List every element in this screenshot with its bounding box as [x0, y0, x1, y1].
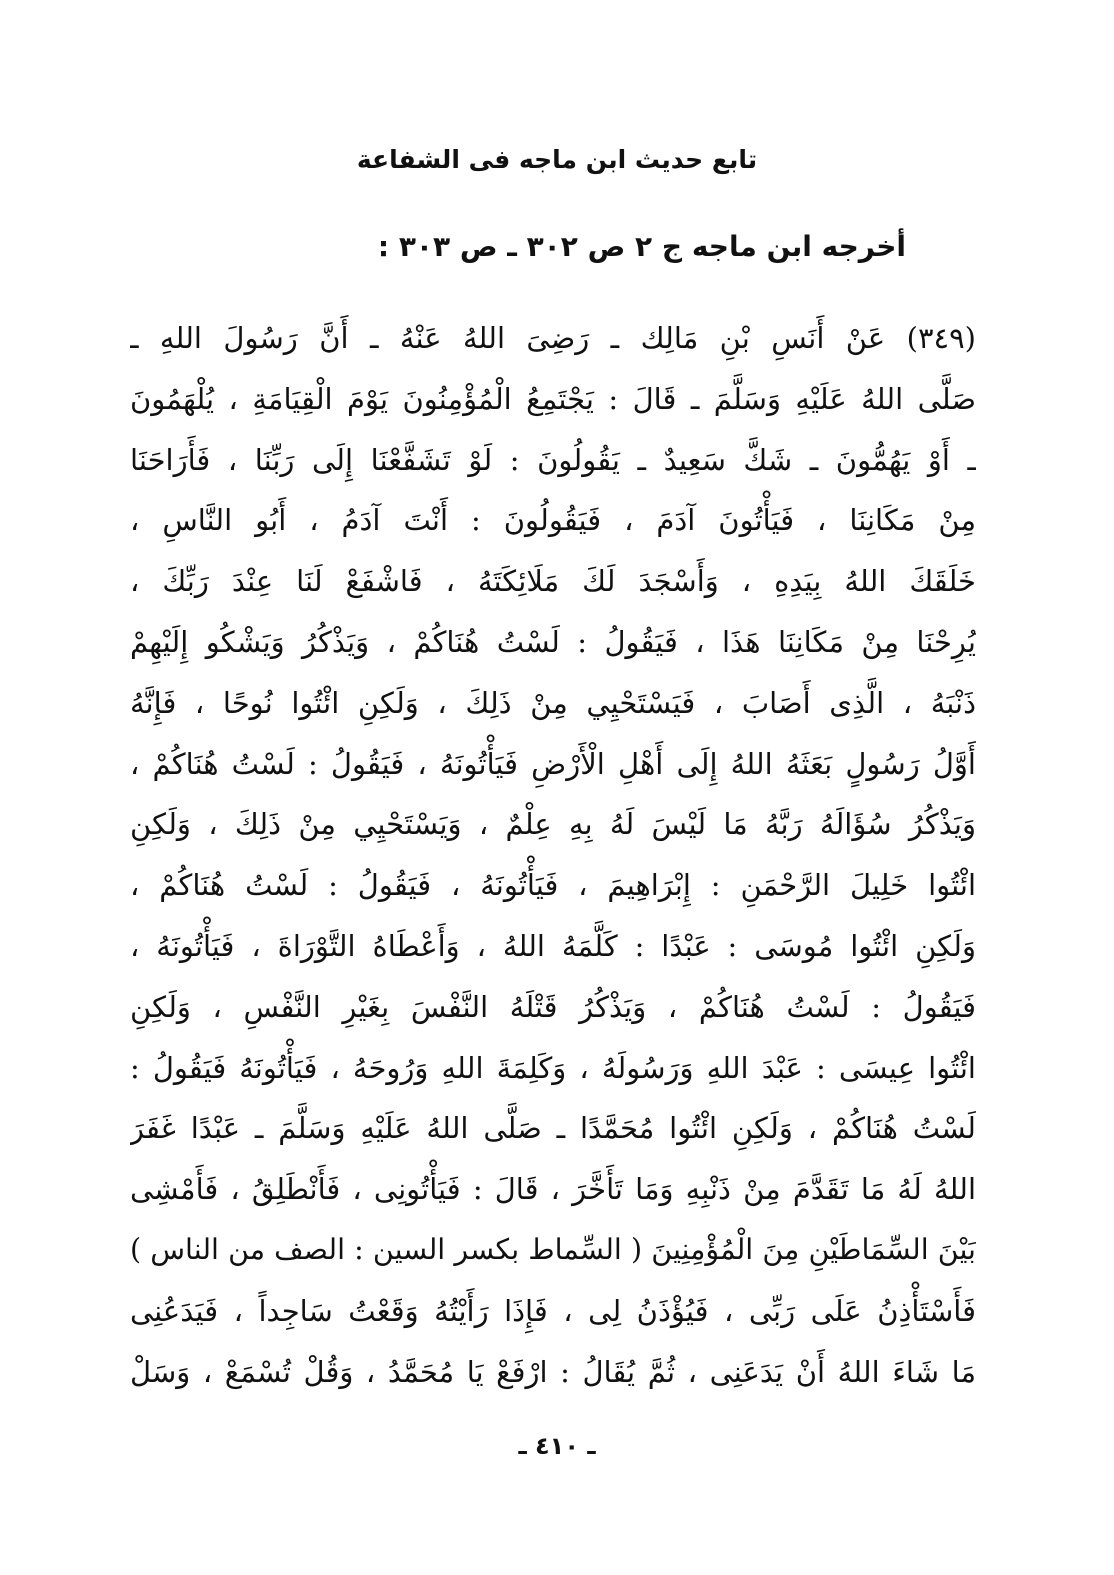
text-line: (٣٤٩) عَنْ أَنَسِ بْنِ مَالِك ـ رَضِىَ اللهُ عَنْهُ ـ أَنَّ رَسُولَ اللهِ ـ	[130, 321, 976, 355]
text-line: خَلَقَكَ اللهُ بِيَدِهِ ، وَأَسْجَدَ لَكَ مَلَائِكَتَهُ ، فَاشْفَعْ لَنَا عِنْدَ رَبِّكَ ،	[130, 564, 976, 599]
text-line: فَأَسْتَأْذِنُ عَلَى رَبِّى ، فَيُؤْذَنُ لِى ، فَإِذَا رَأَيْتُهُ وَقَعْتُ سَاجِداً ، فَيَدَعُنِى	[130, 1293, 976, 1328]
text-line: ـ أَوْ يَهُمُّونَ ـ شَكَّ سَعِيدٌ ـ يَقُولُونَ : لَوْ تَشَفَّعْنَا إِلَى رَبِّنَا ، فَأَرَاحَنَا	[130, 442, 976, 477]
text-line: ذَنْبَهُ ، الَّذِى أَصَابَ ، فَيَسْتَحْيِي مِنْ ذَلِكَ ، وَلَكِنِ ائْتُوا نُوحًا ، فَإِنَّهُ	[130, 685, 976, 720]
text-line: ائْتُوا خَلِيلَ الرَّحْمَنِ : إِبْرَاهِيمَ ، فَيَأْتُونَهُ ، فَيَقُولُ : لَسْتُ هُنَاكُمْ ،	[130, 868, 976, 903]
text-line: مَا شَاءَ اللهُ أَنْ يَدَعَنِى ، ثُمَّ يُقَالُ : ارْفَعْ يَا مُحَمَّدُ ، وَقُلْ تُسْمَعْ ، وَسَلْ	[130, 1354, 976, 1389]
page-title: تابع حديث ابن ماجه فى الشفاعة	[356, 145, 758, 174]
source-reference: أخرجه ابن ماجه ج ٢ ص ٣٠٢ ـ ص ٣٠٣ :	[377, 230, 906, 263]
text-line: ائْتُوا عِيسَى : عَبْدَ اللهِ وَرَسُولَهُ ، وَكَلِمَةَ اللهِ وَرُوحَهُ ، فَيَأْتُونَهُ فَيَقُولُ :	[130, 1050, 976, 1085]
hadith-text	[130, 308, 976, 1402]
text-line: صَلَّى اللهُ عَلَيْهِ وَسَلَّمَ ـ قَالَ : يَجْتَمِعُ الْمُؤْمِنُونَ يَوْمَ الْقِيَامَةِ ، يُلْهَمُونَ	[130, 381, 976, 416]
text-line: اللهُ لَهُ مَا تَقَدَّمَ مِنْ ذَنْبِهِ وَمَا تَأَخَّرَ ، قَالَ : فَيَأْتُونِى ، فَأَنْطَلِقُ ، فَأَمْشِى	[130, 1172, 976, 1207]
text-line: يُرِحْنَا مِنْ مَكَانِنَا هَذَا ، فَيَقُولُ : لَسْتُ هُنَاكُمْ ، وَيَذْكُرُ وَيَشْكُو إِلَيْهِمْ	[130, 624, 976, 659]
text-line: وَيَذْكُرُ سُؤَالَهُ رَبَّهُ مَا لَيْسَ لَهُ بِهِ عِلْمٌ ، وَيَسْتَحْيِي مِنْ ذَلِكَ ، وَلَكِنِ	[130, 807, 976, 842]
text-line: فَيَقُولُ : لَسْتُ هُنَاكُمْ ، وَيَذْكُرُ قَتْلَهُ النَّفْسَ بِغَيْرِ النَّفْسِ ، وَلَكِنِ	[130, 989, 976, 1024]
text-line: وَلَكِنِ ائْتُوا مُوسَى : عَبْدًا : كَلَّمَهُ اللهُ ، وَأَعْطَاهُ التَّوْرَاةَ ، فَيَأْتُونَهُ ،	[130, 928, 976, 963]
text-line: بَيْنَ السِّمَاطَيْنِ مِنَ الْمُؤْمِنِينَ ( السِّماط بكسر السين : الصف من الناس )	[130, 1232, 976, 1266]
text-line: لَسْتُ هُنَاكُمْ ، وَلَكِنِ ائْتُوا مُحَمَّدًا ـ صَلَّى اللهُ عَلَيْهِ وَسَلَّمَ ـ عَبْدًا غَفَرَ	[130, 1111, 976, 1146]
text-line: مِنْ مَكَانِنَا ، فَيَأْتُونَ آدَمَ ، فَيَقُولُونَ : أَنْتَ آدَمُ ، أَبُو النَّاسِ ،	[130, 503, 976, 538]
page-number: ـ ٤١٠ ـ	[518, 1432, 596, 1460]
text-line: أَوَّلُ رَسُولٍ بَعَثَهُ اللهُ إِلَى أَهْلِ الْأَرْضِ فَيَأْتُونَهُ ، فَيَقُولُ : لَسْتُ هُنَاكُمْ ،	[130, 746, 976, 781]
